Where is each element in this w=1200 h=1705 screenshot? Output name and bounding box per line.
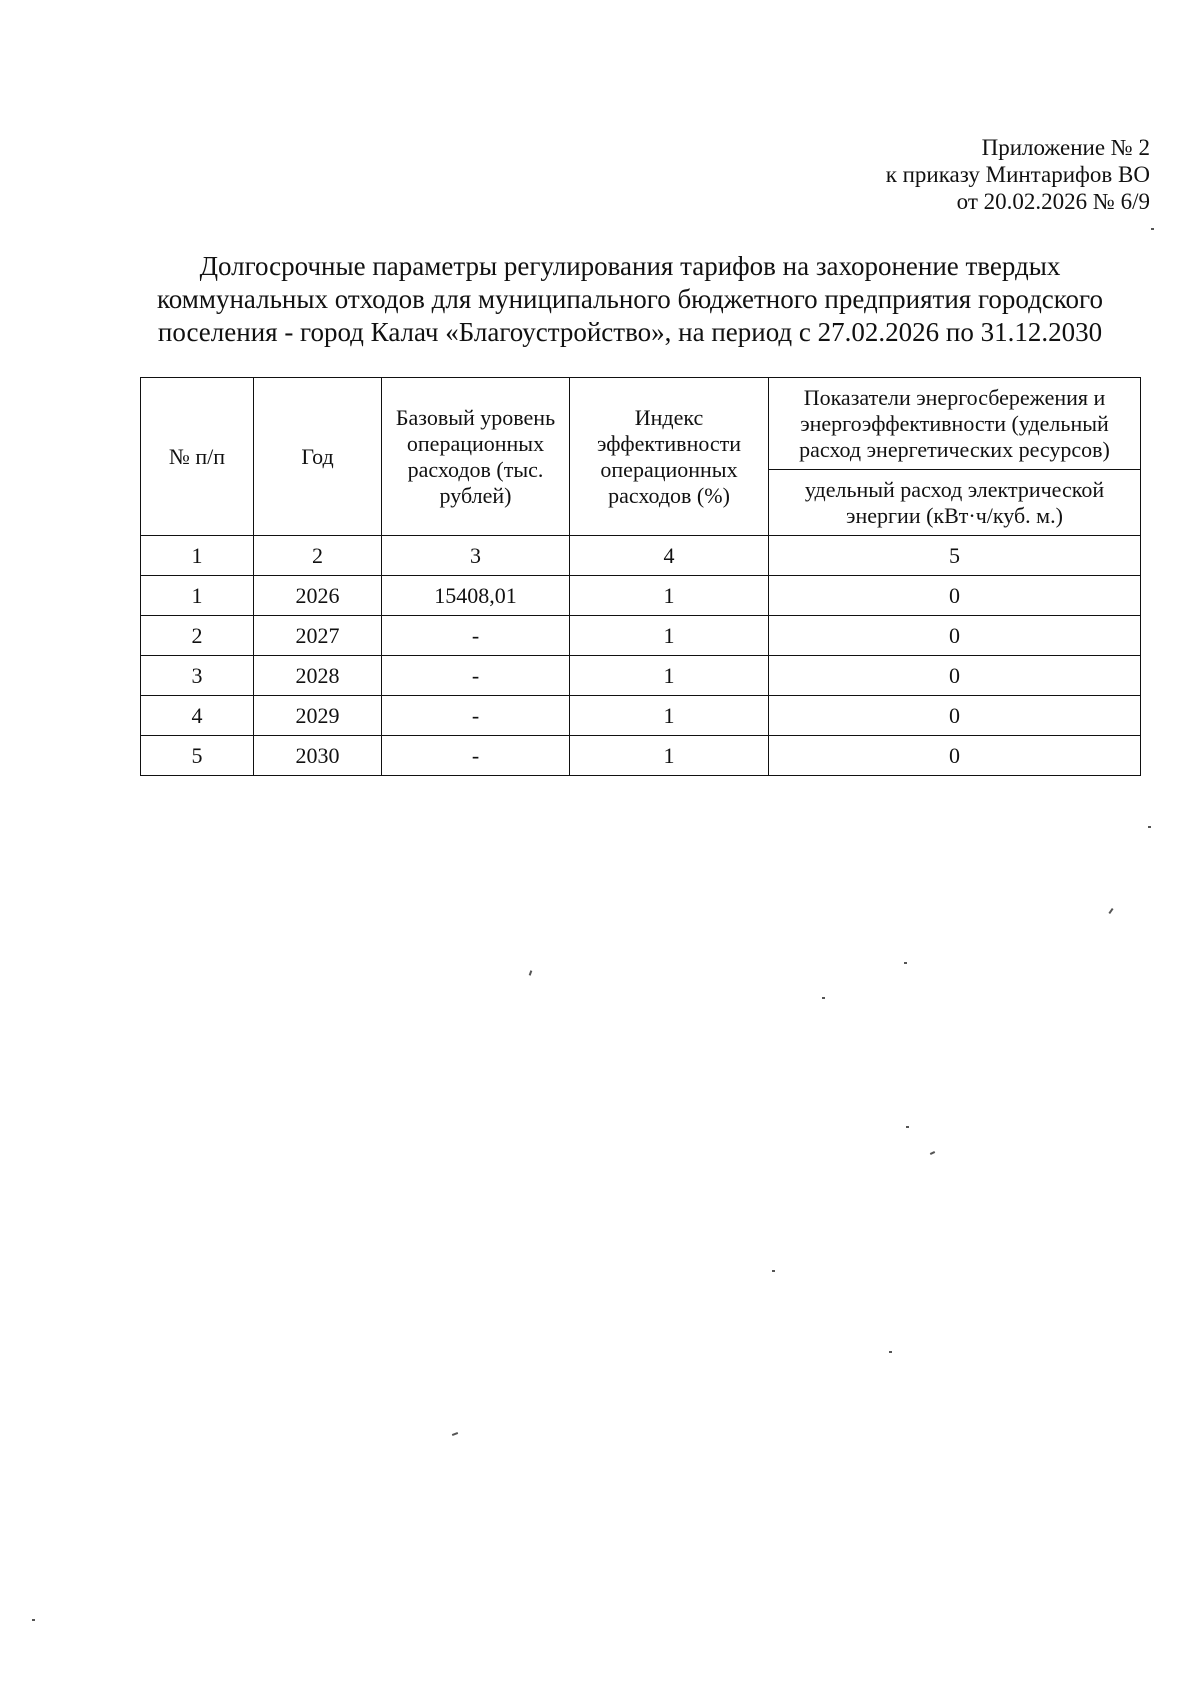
cell-efficiency-index: 1 [570, 656, 769, 696]
cell-efficiency-index: 1 [570, 696, 769, 736]
header-base-level: Базовый уровень операционных расходов (тыс. рублей) [382, 378, 570, 536]
annex-note [886, 134, 1150, 215]
cell-base-level: - [382, 656, 570, 696]
scan-speck [32, 1619, 35, 1621]
cell-electricity: 0 [769, 576, 1141, 616]
annex-order-date: от 20.02.2026 № 6/9 [956, 189, 1150, 214]
cell-efficiency-index: 1 [570, 576, 769, 616]
cell-efficiency-index: 1 [570, 616, 769, 656]
scan-speck [1151, 228, 1154, 230]
cell-year: 2027 [254, 616, 382, 656]
scan-speck [1148, 826, 1151, 828]
table-row [141, 656, 1141, 696]
scan-speck [906, 1126, 909, 1128]
column-number: 5 [769, 536, 1141, 576]
cell-num: 2 [141, 616, 254, 656]
header-num: № п/п [141, 378, 254, 536]
table-row [141, 736, 1141, 776]
table-row [141, 576, 1141, 616]
cell-base-level: - [382, 696, 570, 736]
cell-electricity: 0 [769, 736, 1141, 776]
title-line-3: поселения - город Калач «Благоустройство», на период с 27.02.2026 по 31.12.2030 [157, 317, 1103, 347]
cell-num: 1 [141, 576, 254, 616]
cell-efficiency-index: 1 [570, 736, 769, 776]
cell-num: 4 [141, 696, 254, 736]
scan-speck [904, 962, 907, 964]
scan-speck [889, 1351, 892, 1353]
cell-num: 5 [141, 736, 254, 776]
header-efficiency-index: Индекс эффективности операционных расходов (%) [570, 378, 769, 536]
cell-electricity: 0 [769, 656, 1141, 696]
column-number: 3 [382, 536, 570, 576]
cell-base-level: - [382, 616, 570, 656]
cell-electricity: 0 [769, 696, 1141, 736]
table-row [141, 696, 1141, 736]
header-electricity: удельный расход электрической энергии (кВт·ч/куб. м.) [769, 470, 1141, 536]
annex-number: Приложение № 2 [981, 135, 1150, 160]
scan-speck [529, 970, 533, 975]
title-line-2: коммунальных отходов для муниципального бюджетного предприятия городского [157, 284, 1103, 314]
scan-speck [1108, 908, 1113, 914]
scan-speck [822, 997, 825, 999]
document-title [130, 250, 1130, 349]
header-year: Год [254, 378, 382, 536]
cell-electricity: 0 [769, 616, 1141, 656]
scan-speck [452, 1432, 458, 1436]
header-energy-group: Показатели энергосбережения и энергоэффективности (удельный расход энергетических ресурсов) [769, 378, 1141, 470]
scan-speck [930, 1151, 935, 1155]
parameters-table [140, 377, 1141, 776]
column-number: 2 [254, 536, 382, 576]
cell-year: 2028 [254, 656, 382, 696]
annex-order-ref: к приказу Минтарифов ВО [885, 162, 1150, 187]
cell-base-level: - [382, 736, 570, 776]
cell-year: 2026 [254, 576, 382, 616]
cell-base-level: 15408,01 [382, 576, 570, 616]
column-number: 4 [570, 536, 769, 576]
title-line-1: Долгосрочные параметры регулирования тарифов на захоронение твердых [199, 251, 1061, 281]
cell-num: 3 [141, 656, 254, 696]
cell-year: 2029 [254, 696, 382, 736]
cell-year: 2030 [254, 736, 382, 776]
column-number: 1 [141, 536, 254, 576]
column-numbers-row [141, 536, 1141, 576]
table-row [141, 616, 1141, 656]
scan-speck [772, 1270, 775, 1272]
